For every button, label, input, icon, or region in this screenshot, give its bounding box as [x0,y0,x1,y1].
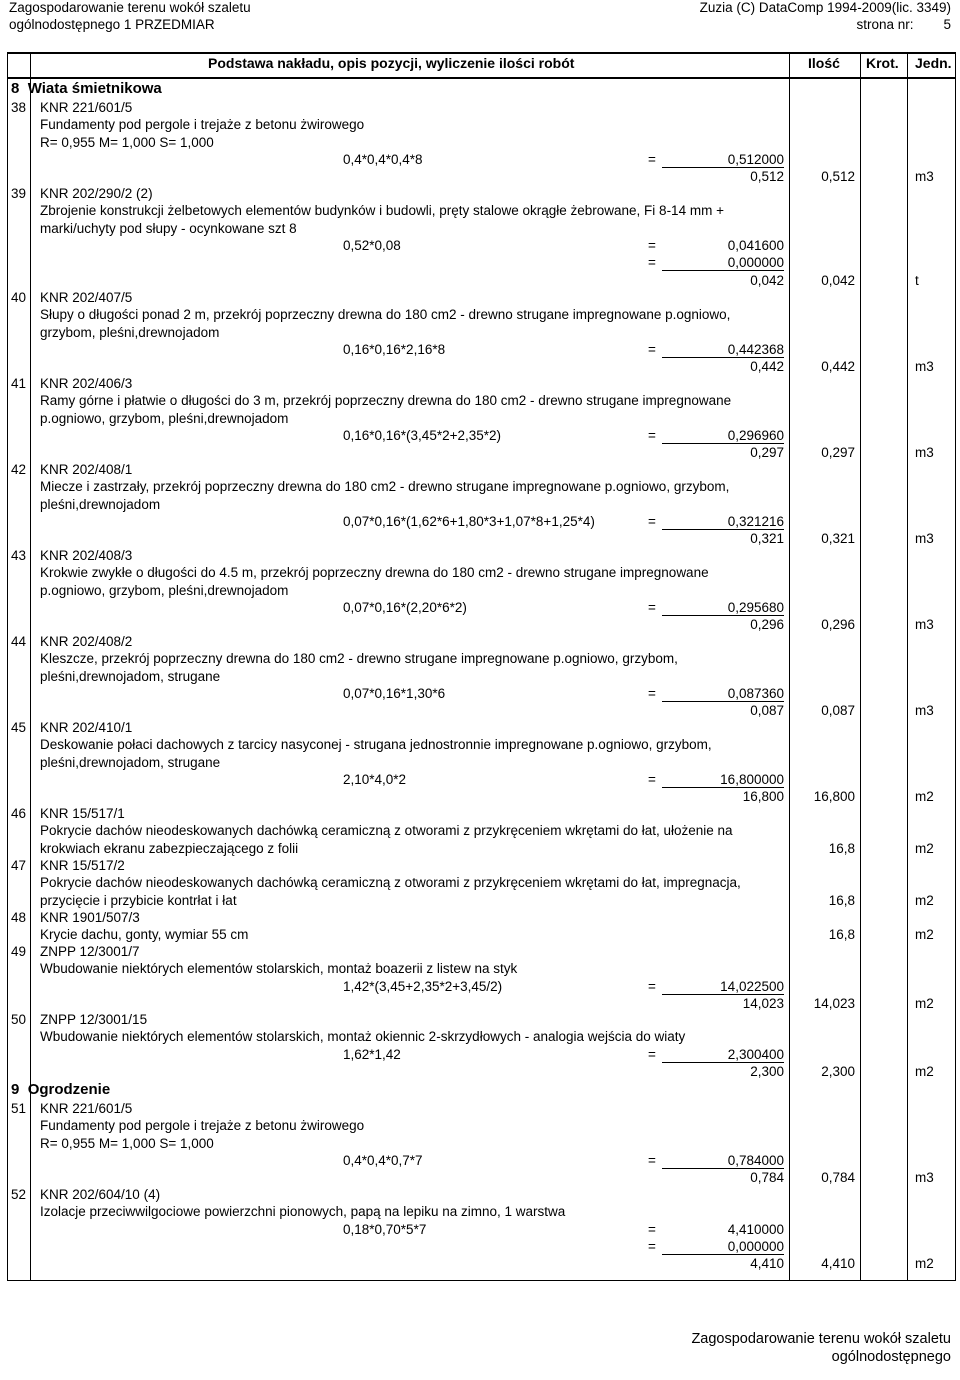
sum-underline [662,270,784,271]
position-description: Pokrycie dachów nieodeskowanych dachówką ceramiczną z otworami z przykręceniem wkrętami do łat, impregnacja, [40,875,741,891]
position-unit: m3 [915,1170,934,1186]
position-description: R= 0,955 M= 1,000 S= 1,000 [40,1135,214,1151]
calculation-value: 0,321216 [727,513,784,529]
sum-underline [662,167,784,168]
position-sum: 0,442 [750,359,784,375]
calculation-value: 0,784000 [727,1152,784,1168]
position-description: grzybom, pleśni,drewnojadom [40,324,220,340]
calculation-value: 0,087360 [727,685,784,701]
calculation-value: 0,041600 [727,237,784,253]
position-unit: m3 [915,617,934,633]
equals-sign: = [648,1221,656,1237]
position-number: 45 [11,720,27,735]
calculation-expression: 0,07*0,16*1,30*6 [343,685,446,701]
position-description: Deskowanie połaci dachowych z tarcicy nasyconej - strugana jednostronnie impregnowane p.ogniowo, grzybom, [40,737,712,753]
position-quantity: 0,042 [821,272,855,288]
position-unit: m2 [915,1063,934,1079]
position-sum: 0,297 [750,445,784,461]
position-sum: 0,784 [750,1170,784,1186]
position-unit: m3 [915,359,934,375]
position-number: 48 [11,910,27,925]
position-sum: 0,087 [750,703,784,719]
position-description: Pokrycie dachów nieodeskowanych dachówką ceramiczną z otworami z przykręceniem wkrętami do łat, ułożenie na [40,823,733,839]
position-unit: m3 [915,445,934,461]
position-unit: m3 [915,169,934,185]
section-title [11,1081,110,1098]
header-divider [7,77,956,79]
equals-sign: = [648,771,656,787]
position-quantity: 0,087 [821,703,855,719]
page-number-line [700,17,951,34]
position-sum: 16,800 [742,789,784,805]
position-number: 41 [11,376,27,391]
position-quantity: 16,8 [828,840,855,856]
position-number: 46 [11,806,27,821]
position-code: ZNPP 12/3001/15 [40,1012,148,1027]
position-number: 47 [11,858,27,873]
position-description: krokwiach ekranu zabezpieczającego z folii [40,840,299,856]
calculation-expression: 0,16*0,16*2,16*8 [343,341,446,357]
calculation-expression: 2,10*4,0*2 [343,771,407,787]
equals-sign: = [648,341,656,357]
position-code: KNR 202/407/5 [40,290,133,305]
position-quantity: 0,321 [821,531,855,547]
position-description: Słupy o długości ponad 2 m, przekrój poprzeczny drewna do 180 cm2 - drewno strugane impregnowane p.ogniowo, [40,307,731,323]
sum-underline [662,1168,784,1169]
position-sum: 0,042 [750,272,784,288]
column-divider [789,52,790,1280]
position-number: 49 [11,944,27,959]
section-number: 8 [11,80,20,97]
equals-sign: = [648,978,656,994]
position-code: KNR 202/290/2 (2) [40,186,153,201]
position-sum: 14,023 [742,995,784,1011]
calculation-value: 0,442368 [727,341,784,357]
page-label: strona nr: [856,16,914,32]
position-quantity: 16,8 [828,927,855,943]
document-subtitle: ogólnodostępnego 1 PRZEDMIAR [9,16,215,32]
position-code: KNR 202/408/2 [40,634,133,649]
estimate-table [7,52,956,1281]
equals-sign: = [648,237,656,253]
software-label: Zuzia (C) DataComp 1994-2009(lic. 3349) [699,0,951,15]
calculation-expression: 0,07*0,16*(1,62*6+1,80*3+1,07*8+1,25*4) [343,513,595,529]
calculation-value: 14,022500 [720,978,784,994]
position-description: Wbudowanie niektórych elementów stolarskich, montaż boazerii z listew na styk [40,961,518,977]
calculation-expression: 0,18*0,70*5*7 [343,1221,427,1237]
column-divider [907,52,908,1280]
position-quantity: 0,296 [821,617,855,633]
calculation-value: 0,296960 [727,427,784,443]
position-description: Zbrojenie konstrukcji żelbetowych elementów budynków i budowli, pręty stalowe okrągłe żebrowane, Fi 8-14 mm + [40,203,724,219]
column-header-quantity: Ilość [808,55,840,71]
column-header-krot: Krot. [866,55,899,71]
position-description: p.ogniowo, grzybom, pleśni,drewnojadom [40,582,289,598]
sum-underline [662,994,784,995]
calculation-expression: 0,16*0,16*(3,45*2+2,35*2) [343,427,502,443]
equals-sign: = [648,1152,656,1168]
position-description: Fundamenty pod pergole i trejaże z betonu żwirowego [40,117,365,133]
position-description: Wbudowanie niektórych elementów stolarskich, montaż okiennic 2-skrzydłowych - analogia wejścia do wiaty [40,1029,686,1045]
calculation-value: 0,295680 [727,599,784,615]
sum-underline [662,1062,784,1063]
calculation-value: 0,000000 [727,1238,784,1254]
page-footer [691,1330,951,1366]
equals-sign: = [648,513,656,529]
position-quantity: 14,023 [813,995,855,1011]
position-description: pleśni,drewnojadom, strugane [40,754,221,770]
position-sum: 4,410 [750,1256,784,1272]
position-quantity: 0,442 [821,359,855,375]
position-number: 38 [11,100,27,115]
sum-underline [662,787,784,788]
column-header-description: Podstawa nakładu, opis pozycji, wyliczenie ilości robót [208,55,575,71]
sum-underline [662,443,784,444]
page-header-right [700,0,951,33]
position-unit: m2 [915,840,934,856]
position-code: KNR 202/604/10 (4) [40,1187,161,1202]
sum-underline [662,357,784,358]
equals-sign: = [648,427,656,443]
section-title [11,80,162,97]
column-divider [860,52,861,1280]
position-unit: t [915,272,919,288]
position-unit: m2 [915,892,934,908]
section-number: 9 [11,1081,20,1098]
position-quantity: 16,8 [828,892,855,908]
calculation-value: 16,800000 [720,771,784,787]
position-quantity: 0,297 [821,445,855,461]
position-code: KNR 202/406/3 [40,376,133,391]
equals-sign: = [648,685,656,701]
sum-underline [662,1254,784,1255]
position-unit: m2 [915,789,934,805]
position-description: Krycie dachu, gonty, wymiar 55 cm [40,927,249,943]
calculation-expression: 0,07*0,16*(2,20*6*2) [343,599,467,615]
equals-sign: = [648,599,656,615]
position-description: Krokwie zwykłe o długości do 4.5 m, przekrój poprzeczny drewna do 180 cm2 - drewno strugane impregnowane [40,565,709,581]
section-name: Wiata śmietnikowa [27,80,162,97]
position-code: ZNPP 12/3001/7 [40,944,140,959]
position-code: KNR 202/410/1 [40,720,133,735]
position-code: KNR 221/601/5 [40,1101,133,1116]
position-description: marki/uchyty pod słupy - ocynkowane szt 8 [40,220,297,236]
position-description: pleśni,drewnojadom, strugane [40,668,221,684]
position-number: 51 [11,1101,27,1116]
position-unit: m2 [915,927,934,943]
position-quantity: 4,410 [821,1256,855,1272]
project-title: Zagospodarowanie terenu wokół szaletu [9,0,251,15]
calculation-value: 4,410000 [727,1221,784,1237]
position-quantity: 16,800 [813,789,855,805]
calculation-expression: 0,4*0,4*0,7*7 [343,1152,423,1168]
position-quantity: 0,512 [821,169,855,185]
sum-underline [662,529,784,530]
position-number: 42 [11,462,27,477]
equals-sign: = [648,255,656,271]
position-quantity: 2,300 [821,1063,855,1079]
position-description: przycięcie i przybicie kontrłat i łat [40,892,237,908]
position-unit: m3 [915,531,934,547]
position-unit: m3 [915,703,934,719]
position-code: KNR 1901/507/3 [40,910,140,925]
equals-sign: = [648,1238,656,1254]
position-unit: m2 [915,995,934,1011]
equals-sign: = [648,1046,656,1062]
position-number: 43 [11,548,27,563]
calculation-expression: 1,62*1,42 [343,1046,401,1062]
section-name: Ogrodzenie [27,1081,111,1098]
position-quantity: 0,784 [821,1170,855,1186]
sum-underline [662,615,784,616]
position-description: Fundamenty pod pergole i trejaże z betonu żwirowego [40,1118,365,1134]
position-number: 40 [11,290,27,305]
position-sum: 0,321 [750,531,784,547]
position-number: 52 [11,1187,27,1202]
calculation-value: 0,512000 [727,151,784,167]
position-sum: 0,296 [750,617,784,633]
position-description: Kleszcze, przekrój poprzeczny drewna do 180 cm2 - drewno strugane impregnowane p.ogniowo, grzybom, [40,651,678,667]
position-code: KNR 15/517/2 [40,858,125,873]
sum-underline [662,701,784,702]
footer-line: ogólnodostępnego [831,1349,951,1365]
position-number: 39 [11,186,27,201]
position-description: Miecze i zastrzały, przekrój poprzeczny drewna do 180 cm2 - drewno strugane impregnowane p.ogniowo, grzybom, [40,479,730,495]
position-description: p.ogniowo, grzybom, pleśni,drewnojadom [40,410,289,426]
position-code: KNR 202/408/1 [40,462,133,477]
page-number: 5 [943,16,951,32]
position-number: 44 [11,634,27,649]
position-unit: m2 [915,1256,934,1272]
position-description: pleśni,drewnojadom [40,496,161,512]
calculation-expression: 1,42*(3,45+2,35*2+3,45/2) [343,978,503,994]
position-number: 50 [11,1012,27,1027]
calculation-expression: 0,52*0,08 [343,237,401,253]
position-code: KNR 15/517/1 [40,806,125,821]
position-sum: 0,512 [750,169,784,185]
position-code: KNR 202/408/3 [40,548,133,563]
position-description: R= 0,955 M= 1,000 S= 1,000 [40,134,214,150]
calculation-expression: 0,4*0,4*0,4*8 [343,151,423,167]
footer-line: Zagospodarowanie terenu wokół szaletu [691,1331,951,1347]
position-description: Ramy górne i płatwie o długości do 3 m, przekrój poprzeczny drewna do 180 cm2 - drewno strugane impregnowane [40,393,732,409]
position-description: Izolacje przeciwwilgociowe powierzchni pionowych, papą na lepiku na zimno, 1 warstwa [40,1204,566,1220]
page-header-left [9,0,251,33]
position-sum: 2,300 [750,1063,784,1079]
calculation-value: 2,300400 [727,1046,784,1062]
column-header-unit: Jedn. [915,55,952,71]
calculation-value: 0,000000 [727,255,784,271]
equals-sign: = [648,151,656,167]
position-code: KNR 221/601/5 [40,100,133,115]
